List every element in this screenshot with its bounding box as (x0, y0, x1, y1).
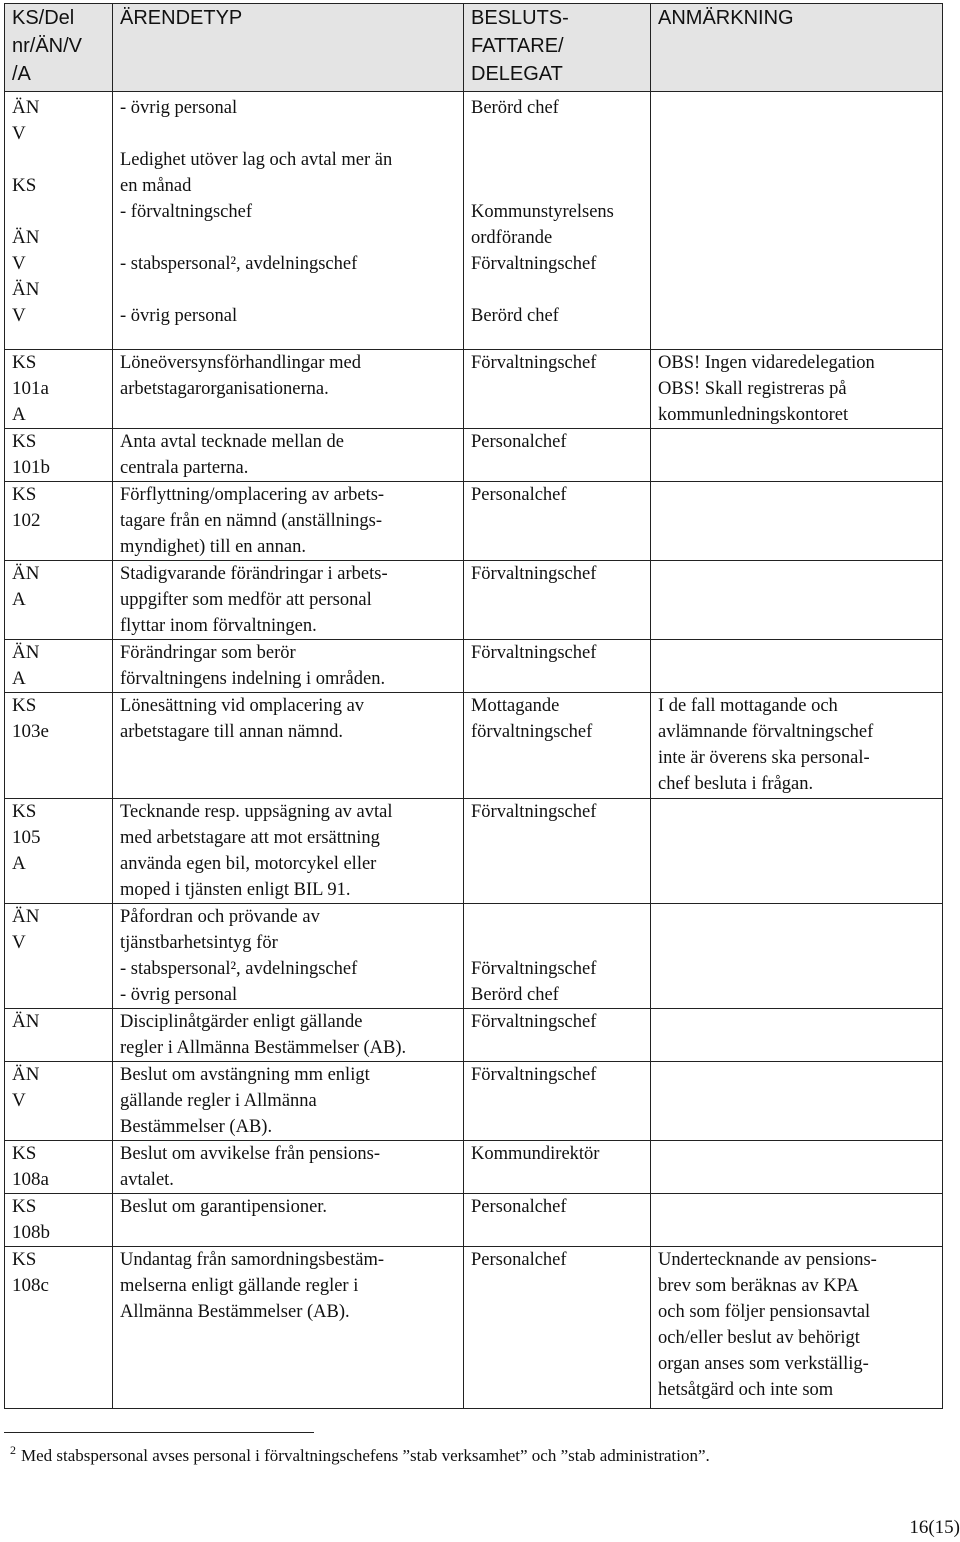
row-type: Anta avtal tecknade mellan de centrala parterna. (113, 429, 464, 482)
table-row (5, 640, 943, 693)
row-type: Påfordran och prövande av tjänstbarhetsintyg för - stabspersonal², avdelningschef - övrig personal (113, 904, 464, 1009)
footnote-text: Med stabspersonal avses personal i förvaltningschefens ”stab verksamhet” och ”stab administration”. (21, 1446, 710, 1465)
footnote (10, 1444, 710, 1468)
row-note: I de fall mottagande och avlämnande förvaltningschef inte är överens ska personal- chef besluta i frågan. (651, 693, 943, 799)
row-note (651, 904, 943, 1009)
row-note: Undertecknande av pensions- brev som beräknas av KPA och som följer pensionsavtal och/eller beslut av behörigt organ anses som verkställig- hetsåtgärd och inte som (651, 1247, 943, 1409)
row-delegate: Förvaltningschef (464, 799, 651, 904)
row-delegate: Kommundirektör (464, 1141, 651, 1194)
row-code: KS 102 (5, 482, 113, 561)
row-delegate: Förvaltningschef (464, 350, 651, 429)
row-type: Disciplinåtgärder enligt gällande regler i Allmänna Bestämmelser (AB). (113, 1009, 464, 1062)
row-delegate: Förvaltningschef Berörd chef (464, 904, 651, 1009)
table-row (5, 1247, 943, 1409)
row-note: OBS! Ingen vidaredelegation OBS! Skall registreras på kommunledningskontoret (651, 350, 943, 429)
table-row (5, 429, 943, 482)
row-code: KS 108a (5, 1141, 113, 1194)
footnote-number: 2 (10, 1443, 16, 1458)
row-type: Beslut om avvikelse från pensions- avtalet. (113, 1141, 464, 1194)
header-beslutsfattare: BESLUTS- FATTARE/ DELEGAT (464, 4, 651, 92)
row-note (651, 1141, 943, 1194)
header-arendetyp: ÄRENDETYP (113, 4, 464, 92)
row-code: ÄN V (5, 1062, 113, 1141)
row-note (651, 1062, 943, 1141)
row-note (651, 799, 943, 904)
row-delegate: Personalchef (464, 1247, 651, 1409)
table-row (5, 1009, 943, 1062)
table-row (5, 693, 943, 799)
table-header-row (5, 4, 943, 92)
row-delegate: Personalchef (464, 482, 651, 561)
row-code: KS 101b (5, 429, 113, 482)
row-type: Löneöversynsförhandlingar med arbetstagarorganisationerna. (113, 350, 464, 429)
row-type: Stadigvarande förändringar i arbets- uppgifter som medför att personal flyttar inom förvaltningen. (113, 561, 464, 640)
row-code: ÄN A (5, 561, 113, 640)
row-note (651, 92, 943, 350)
row-note (651, 640, 943, 693)
delegation-table (4, 3, 943, 1409)
table-row (5, 482, 943, 561)
row-note (651, 482, 943, 561)
row-code: KS 108b (5, 1194, 113, 1247)
row-type: Lönesättning vid omplacering av arbetstagare till annan nämnd. (113, 693, 464, 799)
page-number: 16(15) (909, 1517, 960, 1538)
row-type: Förändringar som berör förvaltningens indelning i områden. (113, 640, 464, 693)
header-anmarkning: ANMÄRKNING (651, 4, 943, 92)
row-delegate: Förvaltningschef (464, 1009, 651, 1062)
row-code: KS 103e (5, 693, 113, 799)
row-delegate: Mottagande förvaltningschef (464, 693, 651, 799)
row-note (651, 561, 943, 640)
table-row (5, 799, 943, 904)
row-type: Förflyttning/omplacering av arbets- tagare från en nämnd (anställnings- myndighet) till en annan. (113, 482, 464, 561)
table-row (5, 350, 943, 429)
row-note (651, 1194, 943, 1247)
row-code: ÄN V (5, 904, 113, 1009)
row-delegate: Personalchef (464, 429, 651, 482)
table-row (5, 1062, 943, 1141)
footnote-divider (4, 1432, 314, 1433)
row-delegate: Förvaltningschef (464, 640, 651, 693)
row-code: ÄN (5, 1009, 113, 1062)
row-type: - övrig personal Ledighet utöver lag och avtal mer än en månad - förvaltningschef - stabspersonal², avdelningschef - övrig personal (113, 92, 464, 350)
row-type: Beslut om garantipensioner. (113, 1194, 464, 1247)
row-code: ÄN V KS ÄN V ÄN V (5, 92, 113, 350)
table-row (5, 1194, 943, 1247)
row-code: KS 108c (5, 1247, 113, 1409)
row-code: KS 101a A (5, 350, 113, 429)
table-row (5, 92, 943, 350)
row-delegate: Personalchef (464, 1194, 651, 1247)
row-type: Tecknande resp. uppsägning av avtal med arbetstagare att mot ersättning använda egen bil, motorcykel eller moped i tjänsten enligt BIL 91. (113, 799, 464, 904)
row-note (651, 429, 943, 482)
row-type: Beslut om avstängning mm enligt gällande regler i Allmänna Bestämmelser (AB). (113, 1062, 464, 1141)
row-note (651, 1009, 943, 1062)
header-code: KS/Del nr/ÄN/V /A (5, 4, 113, 92)
row-delegate: Förvaltningschef (464, 1062, 651, 1141)
table-row (5, 904, 943, 1009)
row-type: Undantag från samordningsbestäm- melserna enligt gällande regler i Allmänna Bestämmelser (AB). (113, 1247, 464, 1409)
row-code: ÄN A (5, 640, 113, 693)
table-row (5, 561, 943, 640)
table-row (5, 1141, 943, 1194)
row-delegate: Förvaltningschef (464, 561, 651, 640)
row-code: KS 105 A (5, 799, 113, 904)
row-delegate: Berörd chef Kommunstyrelsens ordförande Förvaltningschef Berörd chef (464, 92, 651, 350)
